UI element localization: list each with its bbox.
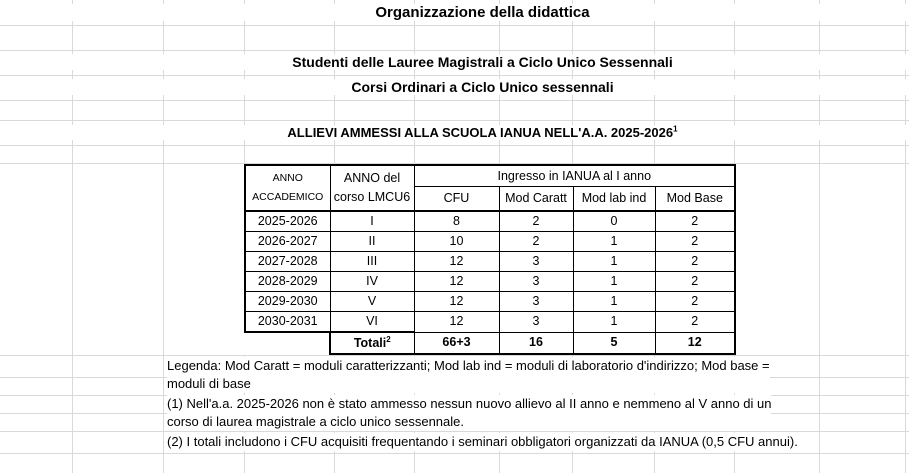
cell-corso: V — [330, 292, 414, 312]
legenda: Legenda: Mod Caratt = moduli caratterizzanti; Mod lab ind = moduli di laboratorio d'indirizzo; Mod base = moduli di base — [167, 358, 770, 391]
footnote-2: (2) I totali includono i CFU acquisiti frequentando i seminari obbligatori organizzati da IANUA (0,5 CFU annui). — [167, 434, 798, 449]
header-ingresso: Ingresso in IANUA al I anno — [414, 165, 735, 187]
subtitle-corsi: Corsi Ordinari a Ciclo Unico sessennali — [0, 79, 909, 95]
cell-mod-base: 2 — [655, 211, 735, 232]
cell-cfu: 10 — [414, 232, 499, 252]
cell-mod-caratt: 2 — [499, 232, 573, 252]
table-title: ALLIEVI AMMESSI ALLA SCUOLA IANUA NELL'A.A. 2025-2026$^1$ — [0, 125, 909, 140]
cell-mod-lab-ind: 1 — [573, 312, 655, 333]
footnote-1: (1) Nell'a.a. 2025-2026 non è stato ammesso nessun nuovo allievo al II anno e nemmeno al V anno di un corso di laurea magistrale a ciclo unico sessennale. — [167, 396, 772, 429]
cell-mod-caratt: 3 — [499, 272, 573, 292]
table-row — [245, 252, 735, 272]
cell-cfu: 8 — [414, 211, 499, 232]
cell-anno: 2029-2030 — [245, 292, 330, 312]
table-row — [245, 211, 735, 232]
cell-corso: II — [330, 232, 414, 252]
page-title: Organizzazione della didattica — [0, 4, 909, 21]
cell-corso: IV — [330, 272, 414, 292]
cell-mod-caratt: 3 — [499, 312, 573, 333]
cell-mod-caratt: 3 — [499, 252, 573, 272]
header-mod-lab-ind: Mod lab ind — [573, 187, 655, 211]
table-row — [245, 312, 735, 333]
header-mod-caratt: Mod Caratt — [499, 187, 573, 211]
cell-anno: 2030-2031 — [245, 312, 330, 333]
cell-cfu: 12 — [414, 292, 499, 312]
cell-mod-lab-ind: 0 — [573, 211, 655, 232]
subtitle-laurea: Studenti delle Lauree Magistrali a Ciclo Unico Sessennali — [0, 54, 909, 70]
cell-mod-base: 2 — [655, 232, 735, 252]
cell-mod-lab-ind: 1 — [573, 232, 655, 252]
total-mod-caratt: 16 — [499, 332, 573, 354]
total-mod-base: 12 — [655, 332, 735, 354]
cell-cfu: 12 — [414, 272, 499, 292]
cell-mod-base: 2 — [655, 292, 735, 312]
totals-label: Totali$^2$ — [330, 332, 414, 354]
header-anno-corso: ANNO del corso LMCU6 — [330, 165, 414, 211]
cell-anno: 2025-2026 — [245, 211, 330, 232]
cell-mod-caratt: 2 — [499, 211, 573, 232]
table-row — [245, 272, 735, 292]
header-anno-accademico: ANNO ACCADEMICO — [245, 165, 330, 211]
cell-corso: I — [330, 211, 414, 232]
cell-mod-lab-ind: 1 — [573, 292, 655, 312]
cell-anno: 2026-2027 — [245, 232, 330, 252]
header-cfu: CFU — [414, 187, 499, 211]
totals-empty-cell — [245, 332, 330, 354]
cell-cfu: 12 — [414, 252, 499, 272]
cell-corso: III — [330, 252, 414, 272]
admissions-table — [244, 164, 736, 355]
header-mod-base: Mod Base — [655, 187, 735, 211]
cell-mod-caratt: 3 — [499, 292, 573, 312]
totals-row — [245, 332, 735, 354]
total-mod-lab-ind: 5 — [573, 332, 655, 354]
cell-anno: 2027-2028 — [245, 252, 330, 272]
cell-mod-base: 2 — [655, 272, 735, 292]
table-row — [245, 232, 735, 252]
cell-mod-base: 2 — [655, 312, 735, 333]
cell-mod-lab-ind: 1 — [573, 272, 655, 292]
cell-corso: VI — [330, 312, 414, 333]
total-cfu: 66+3 — [414, 332, 499, 354]
cell-mod-lab-ind: 1 — [573, 252, 655, 272]
table-row — [245, 292, 735, 312]
cell-cfu: 12 — [414, 312, 499, 333]
cell-anno: 2028-2029 — [245, 272, 330, 292]
cell-mod-base: 2 — [655, 252, 735, 272]
